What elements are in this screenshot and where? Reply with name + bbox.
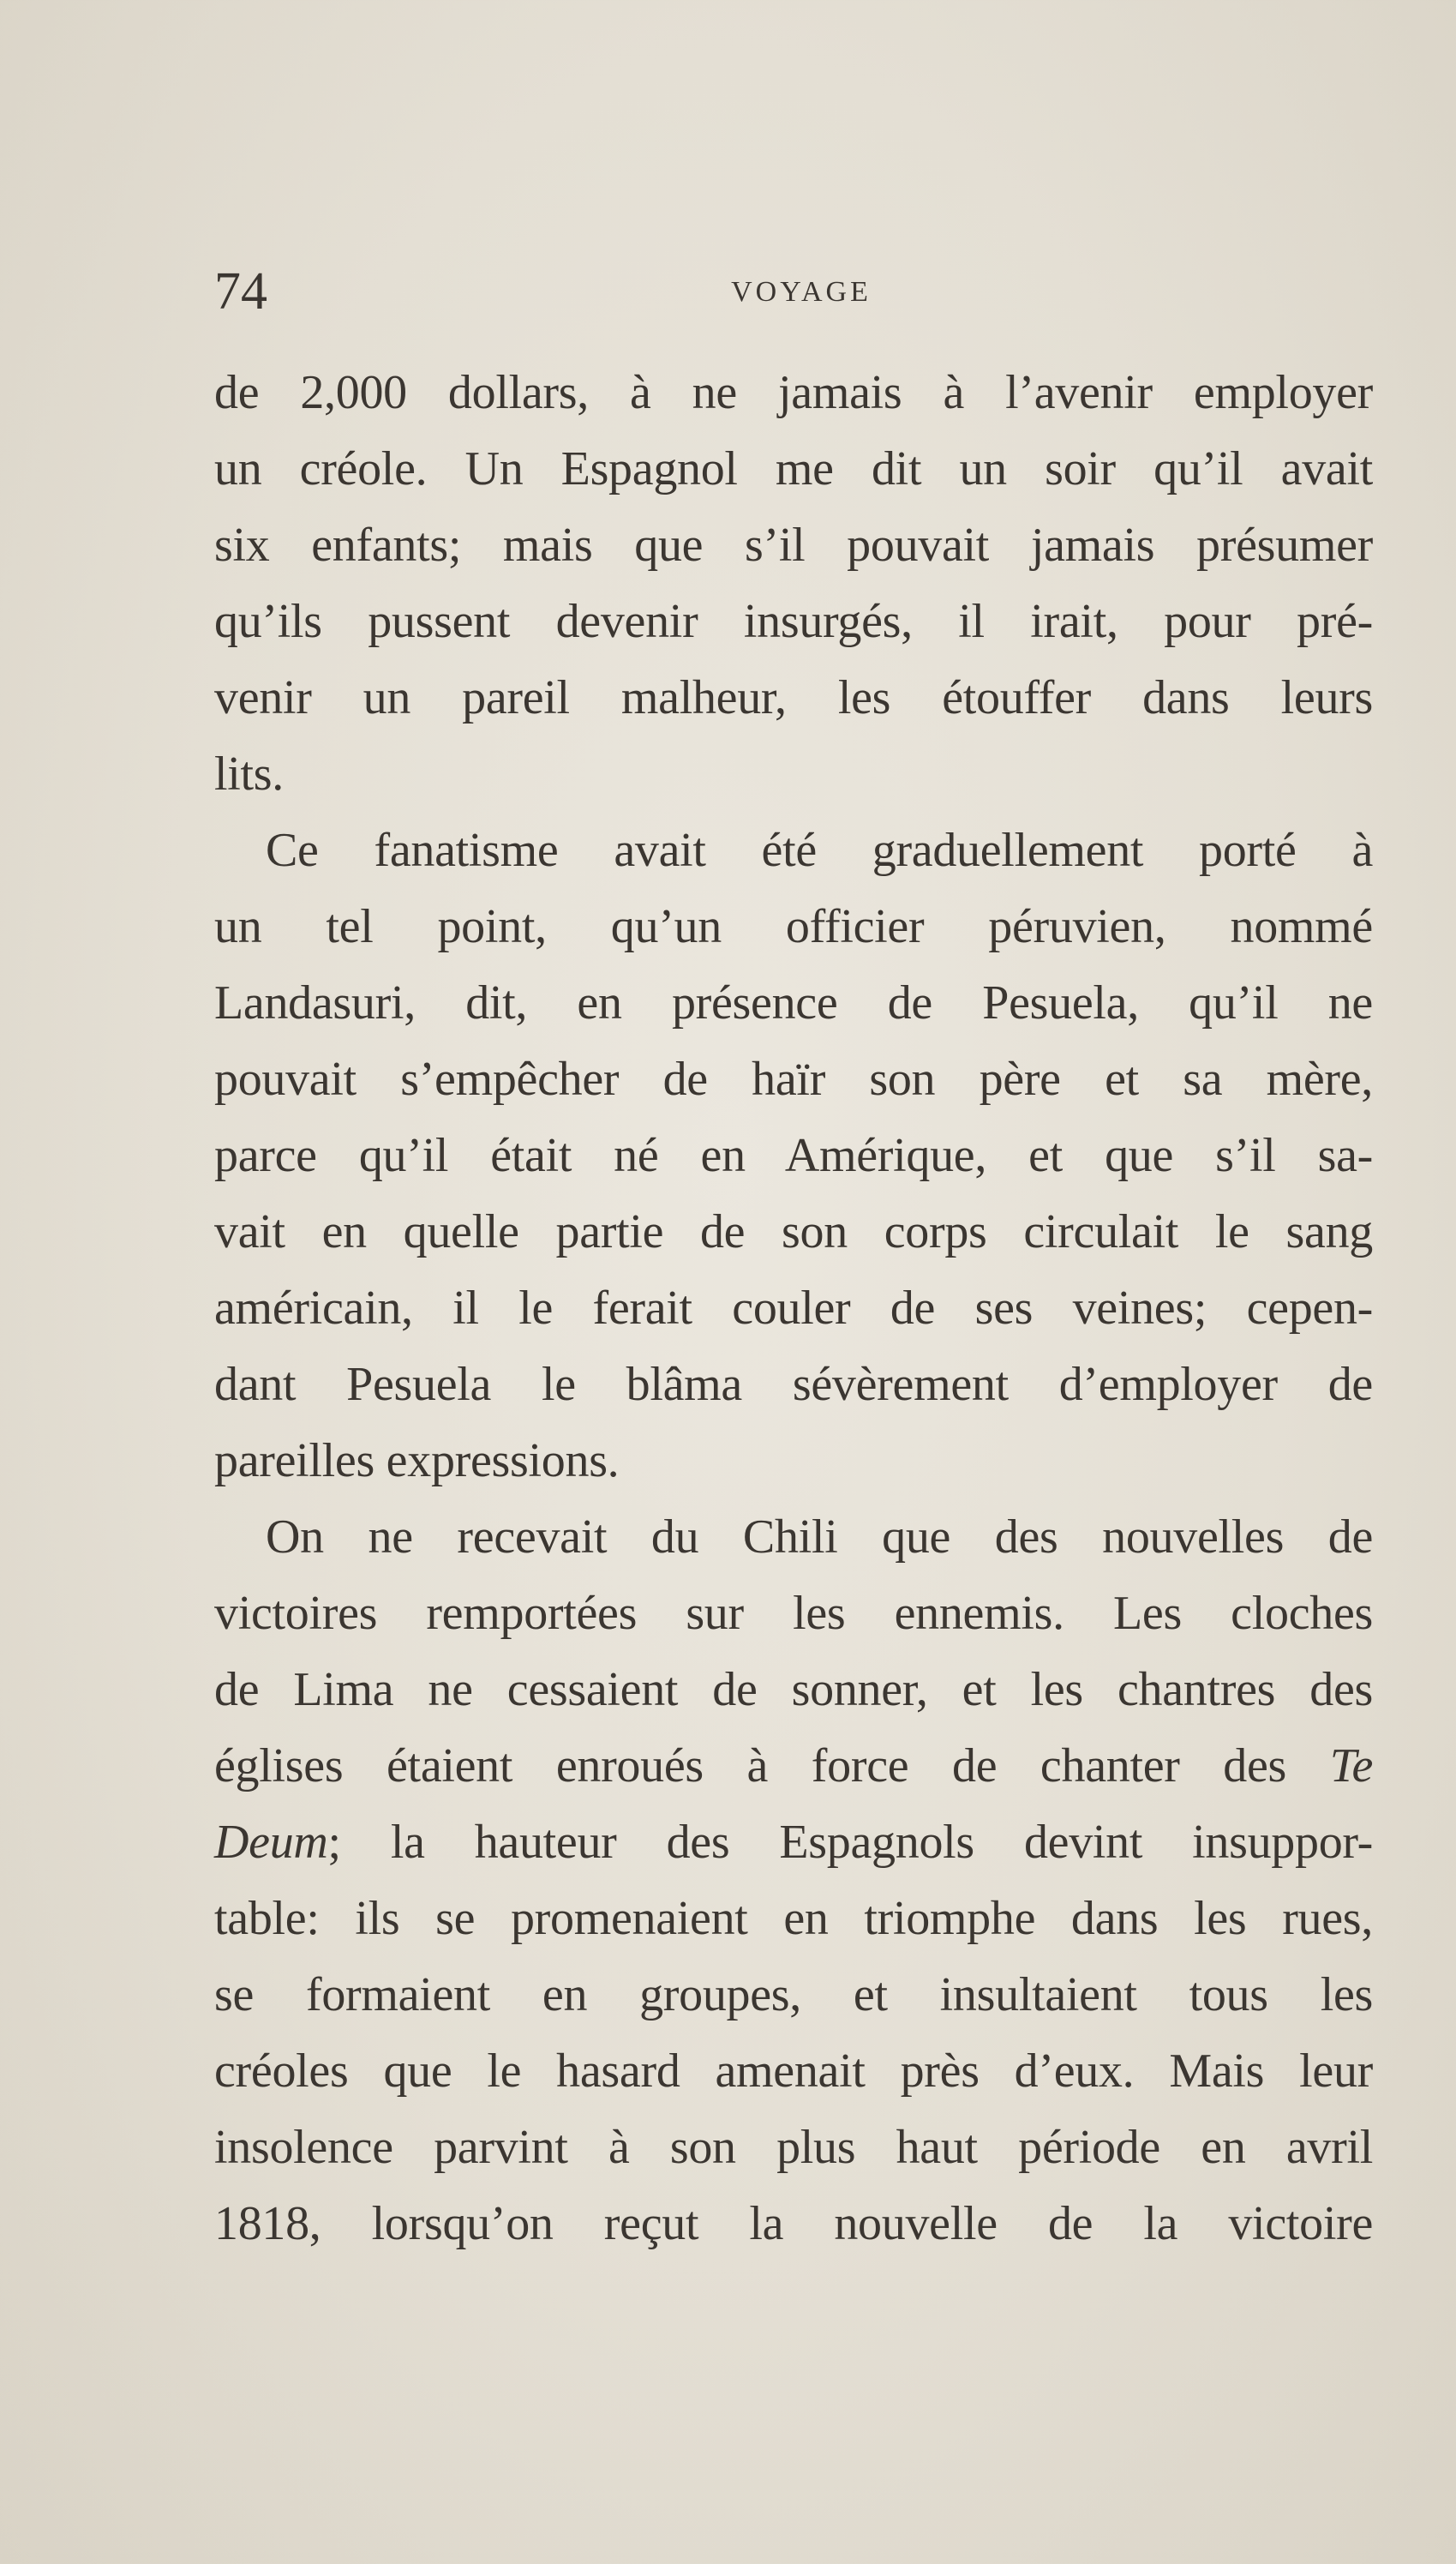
- text-segment: table: ils se promenaient en triomphe dans les rues,: [214, 1892, 1373, 1945]
- page-number: 74: [214, 262, 267, 321]
- text-line: [214, 1881, 1373, 1957]
- text-line: [214, 813, 1373, 889]
- text-segment: un tel point, qu’un officier péruvien, nommé: [214, 900, 1373, 953]
- text-line: [214, 1499, 1373, 1576]
- text-segment: lits.: [214, 748, 284, 801]
- text-segment: parce qu’il était né en Amérique, et que s’il sa-: [214, 1129, 1373, 1182]
- italic-text: Te: [1329, 1739, 1373, 1792]
- text-line: [214, 736, 1373, 813]
- text-line: [214, 889, 1373, 965]
- text-line: [214, 2186, 1373, 2262]
- text-segment: Landasuri, dit, en présence de Pesuela, qu’il ne: [214, 976, 1373, 1030]
- text-line: [214, 584, 1373, 660]
- text-line: [214, 2033, 1373, 2110]
- text-segment: églises étaient enroués à force de chanter des: [214, 1739, 1330, 1792]
- text-segment: vait en quelle partie de son corps circulait le sang: [214, 1205, 1373, 1258]
- text-segment: pareilles expressions.: [214, 1434, 620, 1487]
- italic-text: Deum: [214, 1816, 328, 1869]
- text-segment: Ce fanatisme avait été graduellement porté à: [266, 824, 1373, 877]
- text-line: [214, 1652, 1373, 1728]
- text-line: [214, 1194, 1373, 1270]
- text-line: [214, 431, 1373, 507]
- text-segment: On ne recevait du Chili que des nouvelles de: [266, 1510, 1373, 1564]
- text-line: [214, 1576, 1373, 1652]
- text-segment: victoires remportées sur les ennemis. Les cloches: [214, 1587, 1373, 1640]
- text-line: [214, 965, 1373, 1042]
- text-segment: se formaient en groupes, et insultaient tous les: [214, 1968, 1373, 2021]
- text-line: [214, 507, 1373, 584]
- text-segment: venir un pareil malheur, les étouffer dans leurs: [214, 671, 1373, 724]
- text-line: [214, 1118, 1373, 1194]
- text-segment: un créole. Un Espagnol me dit un soir qu’il avait: [214, 442, 1373, 495]
- text-segment: qu’ils pussent devenir insurgés, il irait, pour pré-: [214, 595, 1373, 648]
- text-line: [214, 355, 1373, 431]
- text-segment: de Lima ne cessaient de sonner, et les chantres des: [214, 1663, 1373, 1716]
- text-segment: 1818, lorsqu’on reçut la nouvelle de la victoire: [214, 2197, 1373, 2250]
- text-line: [214, 1270, 1373, 1347]
- text-segment: créoles que le hasard amenait près d’eux. Mais leur: [214, 2045, 1373, 2098]
- text-line: [214, 1042, 1373, 1118]
- body-text: [214, 355, 1373, 2262]
- text-segment: dant Pesuela le blâma sévèrement d’employer de: [214, 1358, 1373, 1411]
- text-line: [214, 1728, 1373, 1804]
- running-title: VOYAGE: [731, 276, 872, 308]
- text-line: [214, 1423, 1373, 1499]
- text-line: [214, 2110, 1373, 2186]
- text-segment: américain, il le ferait couler de ses veines; cepen-: [214, 1282, 1373, 1335]
- text-segment: six enfants; mais que s’il pouvait jamais présumer: [214, 519, 1373, 572]
- text-segment: pouvait s’empêcher de haïr son père et sa mère,: [214, 1053, 1373, 1106]
- text-segment: ; la hauteur des Espagnols devint insuppor-: [327, 1816, 1373, 1869]
- text-line: [214, 1957, 1373, 2033]
- text-line: [214, 660, 1373, 736]
- text-segment: insolence parvint à son plus haut période en avril: [214, 2121, 1373, 2174]
- text-line: [214, 1804, 1373, 1881]
- text-segment: de 2,000 dollars, à ne jamais à l’avenir employer: [214, 366, 1373, 419]
- text-line: [214, 1347, 1373, 1423]
